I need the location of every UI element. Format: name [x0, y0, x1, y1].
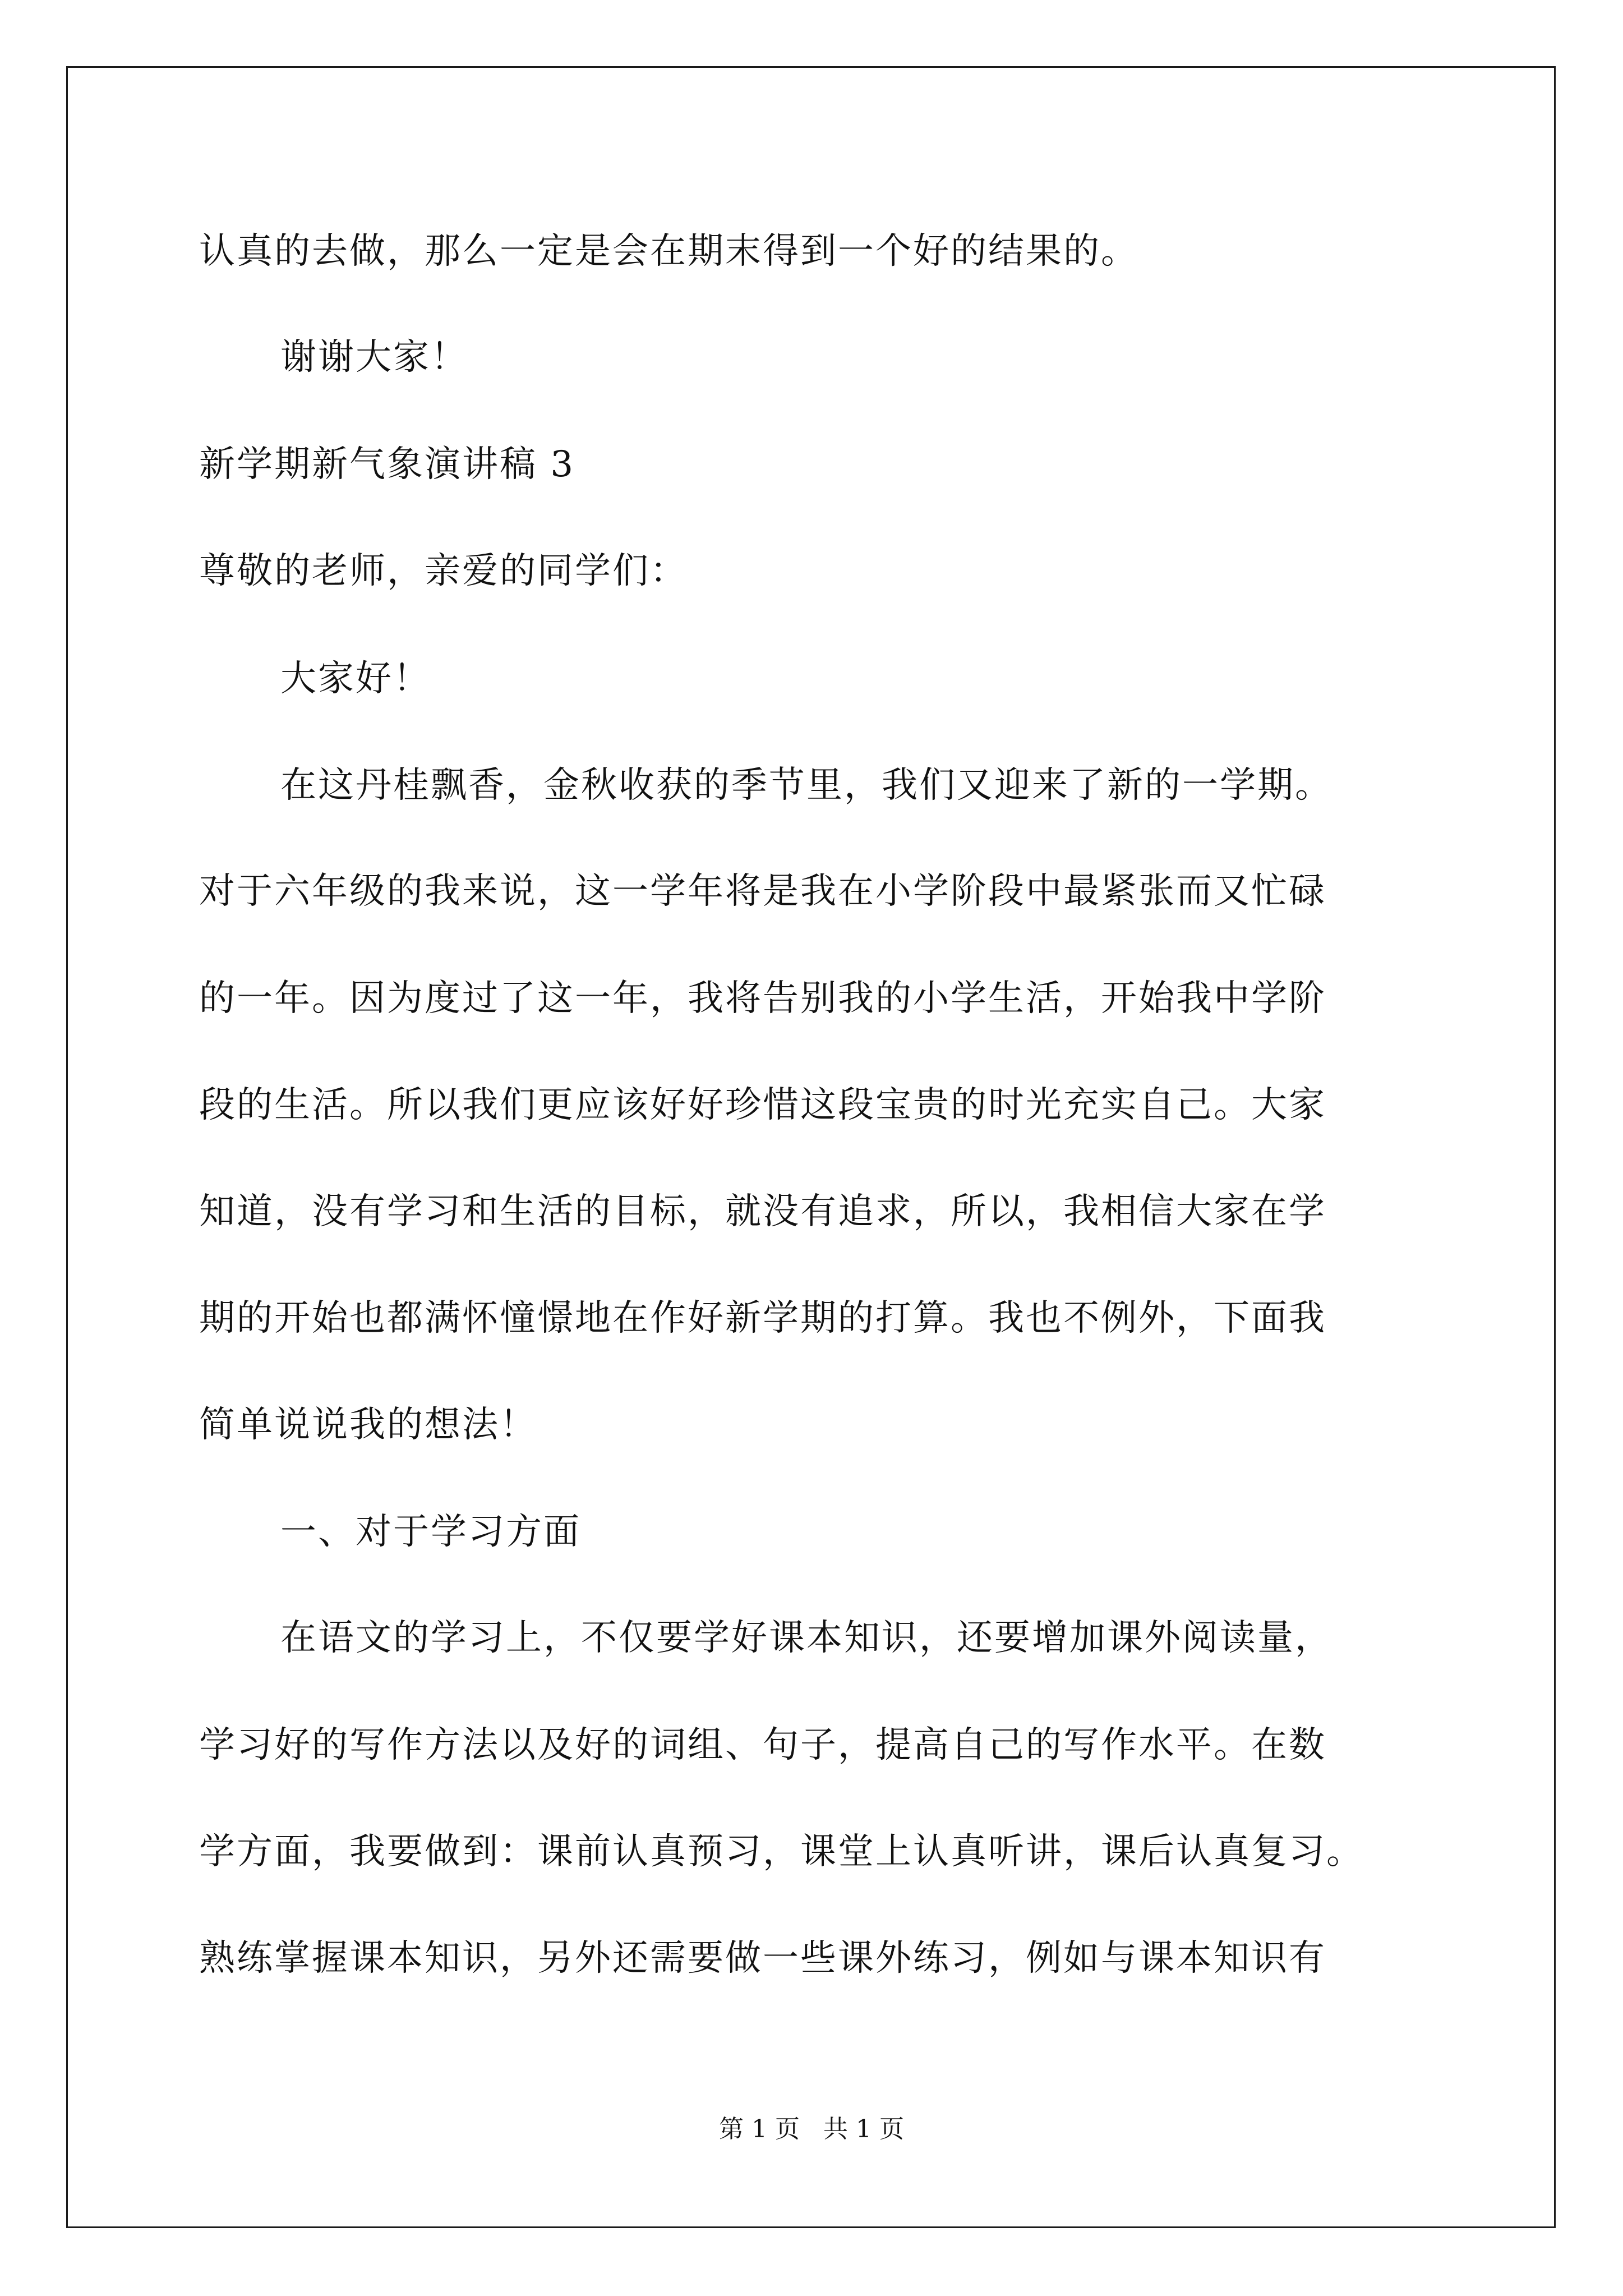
page-number-footer: 第 1 页 共 1 页 [719, 2115, 904, 2143]
salutation: 尊敬的老师，亲爱的同学们： [199, 550, 688, 592]
text-line: 简单说说我的想法！ [199, 1404, 537, 1446]
text-line: 学方面，我要做到：课前认真预习，课堂上认真听讲，课后认真复习。 [199, 1831, 1364, 1872]
page-border [66, 66, 1556, 2228]
text-line: 对于六年级的我来说，这一学年将是我在小学阶段中最紧张而又忙碌 [199, 871, 1326, 912]
text-line: 学习好的写作方法以及好的词组、句子，提高自己的写作水平。在数 [199, 1724, 1326, 1766]
text-line: 的一年。因为度过了这一年，我将告别我的小学生活，开始我中学阶 [199, 978, 1326, 1019]
greeting: 大家好！ [280, 658, 431, 700]
text-line: 熟练掌握课本知识，另外还需要做一些课外练习，例如与课本知识有 [199, 1938, 1326, 1979]
subheading: 一、对于学习方面 [280, 1511, 581, 1553]
text-line: 知道，没有学习和生活的目标，就没有追求，所以，我相信大家在学 [199, 1191, 1326, 1232]
text-line: 期的开始也都满怀憧憬地在作好新学期的打算。我也不例外，下面我 [199, 1297, 1326, 1339]
text-line: 在语文的学习上，不仅要学好课本知识，还要增加课外阅读量， [280, 1617, 1332, 1659]
text-line: 在这丹桂飘香，金秋收获的季节里，我们又迎来了新的一学期。 [280, 765, 1332, 806]
text-line: 谢谢大家！ [280, 337, 468, 378]
section-title: 新学期新气象演讲稿 3 [199, 444, 575, 485]
text-line: 认真的去做，那么一定是会在期末得到一个好的结果的。 [199, 231, 1138, 272]
text-line: 段的生活。所以我们更应该好好珍惜这段宝贵的时光充实自己。大家 [199, 1084, 1326, 1126]
